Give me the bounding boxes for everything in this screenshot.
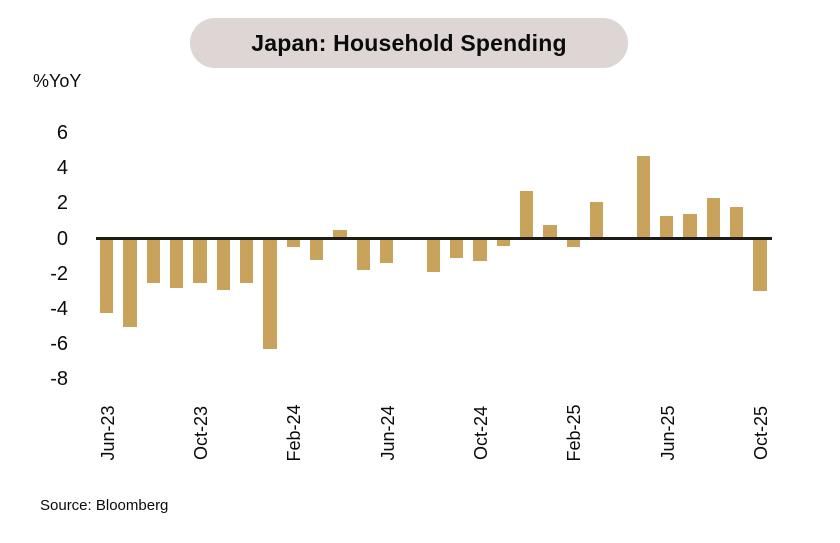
bar-Mar-24 (310, 239, 324, 260)
bar-Sep-23 (170, 239, 184, 288)
y-axis-tick-label: -8 (50, 368, 68, 391)
x-axis-tick-label: Feb-25 (564, 404, 585, 462)
x-axis-tick-label: Feb-24 (284, 404, 305, 462)
bar-Jun-24 (380, 239, 394, 264)
y-axis-tick-label: 2 (56, 192, 68, 215)
bar-Dec-23 (240, 239, 254, 283)
x-axis-tick-label: Oct-25 (750, 405, 771, 461)
bar-Oct-23 (193, 239, 207, 283)
bar-Jun-23 (100, 239, 114, 313)
chart-title-pill (190, 18, 628, 68)
x-axis-tick-label: Jun-25 (657, 405, 678, 461)
x-axis-tick-label: Jun-24 (377, 405, 398, 461)
chart-plot-area (0, 100, 840, 490)
x-axis-tick-label: Jun-23 (97, 405, 118, 461)
bar-Nov-23 (217, 239, 231, 290)
bar-Feb-25 (567, 239, 581, 248)
bar-Aug-25 (707, 198, 721, 238)
bar-Dec-24 (520, 191, 534, 239)
y-axis-tick-label: 0 (56, 227, 68, 250)
bar-Aug-24 (427, 239, 441, 272)
bar-Jun-25 (660, 216, 674, 239)
source-note: Source: Bloomberg (40, 497, 169, 514)
bar-Jul-25 (683, 214, 697, 239)
y-axis-tick-label: -4 (50, 298, 68, 320)
bar-Oct-24 (473, 239, 487, 262)
bar-Sep-24 (450, 239, 464, 258)
bar-Feb-24 (287, 239, 301, 248)
chart-title: Japan: Household Spending (251, 29, 567, 56)
bar-May-25 (637, 156, 651, 239)
y-axis-tick-label: 6 (56, 122, 68, 144)
y-axis-tick-label: -2 (50, 262, 68, 285)
x-axis-zero-line (96, 237, 772, 239)
y-axis-tick-label: 4 (56, 157, 68, 180)
bar-Jan-24 (263, 239, 277, 350)
bar-May-24 (357, 239, 371, 271)
bar-Mar-25 (590, 202, 604, 239)
y-axis-tick-label: -6 (50, 333, 68, 356)
y-axis-unit-label: %YoY (33, 71, 82, 91)
bar-Sep-25 (730, 207, 744, 239)
x-axis-tick-label: Oct-23 (191, 405, 212, 461)
bar-Jul-23 (123, 239, 137, 327)
x-axis-tick-label: Oct-24 (470, 405, 491, 461)
bar-Aug-23 (147, 239, 161, 283)
bar-Oct-25 (753, 239, 767, 292)
